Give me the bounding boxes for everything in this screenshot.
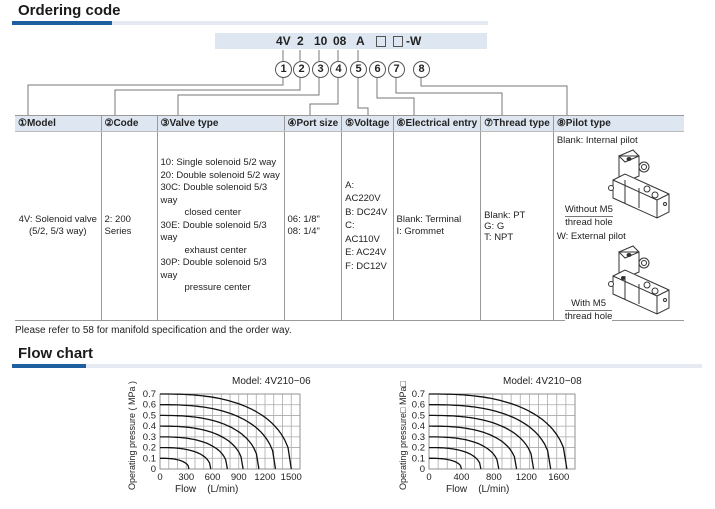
series-line-0.5-MPa xyxy=(160,415,259,469)
code-part-code: 2 xyxy=(297,34,304,48)
series-line-0.7-MPa xyxy=(429,394,567,469)
electrical-option-i: I: Grommet xyxy=(396,226,445,237)
cell-thread-type xyxy=(481,132,554,321)
voltage-option-f: F: DC12V xyxy=(345,260,387,272)
ordering-code-title: Ordering code xyxy=(18,2,121,19)
x-tick-label: 1500 xyxy=(280,472,302,483)
valve-option-30c-sub: closed center xyxy=(184,207,242,219)
manifold-note: Please refer to 58 for manifold specification and the order way. xyxy=(15,325,292,336)
model-line-1: 4V: Solenoid valve xyxy=(18,213,97,225)
chart-2-xlabel: Flow (L/min) xyxy=(446,484,510,495)
y-tick-label: 0.5 xyxy=(142,410,156,422)
flow-chart-divider xyxy=(12,364,702,368)
series-line-0.6-MPa xyxy=(429,405,551,469)
y-tick-label: 0.1 xyxy=(411,453,425,465)
x-tick-label: 1600 xyxy=(548,472,570,483)
marker-1: 1 xyxy=(275,61,292,78)
valve-option-30p-sub: pressure center xyxy=(184,282,251,294)
cell-voltage xyxy=(342,132,393,321)
voltage-option-e: E: AC24V xyxy=(345,247,387,259)
series-line-0.7-MPa xyxy=(160,394,291,469)
plot-frame xyxy=(429,394,575,469)
connector-1 xyxy=(28,78,283,115)
chart-1-ylabel: Operating pressure ( MPa ) xyxy=(127,380,137,490)
header-pilot-type: ⑧Pilot type xyxy=(553,116,684,132)
thread-option-t: T: NPT xyxy=(484,231,514,243)
header-code: ②Code xyxy=(101,116,157,132)
y-tick-label: 0.1 xyxy=(142,453,156,465)
marker-2: 2 xyxy=(293,61,310,78)
code-part-valve: 10 xyxy=(314,34,328,48)
header-port-size: ④Port size xyxy=(284,116,342,132)
y-tick-label: 0.2 xyxy=(142,442,156,454)
port-option-06: 06: 1/8" xyxy=(287,213,320,225)
x-tick-label: 600 xyxy=(204,472,221,483)
voltage-option-c: C: AC110V xyxy=(345,220,380,245)
cell-valve-type xyxy=(157,132,284,321)
pilot-internal-label: Blank: Internal pilot xyxy=(556,135,638,146)
connector-7 xyxy=(396,78,502,115)
y-tick-label: 0.6 xyxy=(411,399,425,411)
y-tick-label: 0.6 xyxy=(142,399,156,411)
chart-1-xlabel: Flow (L/min) xyxy=(175,484,239,495)
cell-code: 2: 200 Series xyxy=(101,132,157,321)
voltage-option-a: A: AC220V xyxy=(345,179,381,205)
cell-pilot-type xyxy=(553,132,684,321)
x-tick-label: 0 xyxy=(157,472,163,483)
y-tick-label: 0.3 xyxy=(142,431,156,443)
series-line-0.1-MPa xyxy=(160,458,189,469)
series-line-0.3-MPa xyxy=(160,437,227,469)
y-tick-label: 0.5 xyxy=(411,410,425,422)
chart-2-ylabel: Operating pressure□ MPa□ xyxy=(398,381,408,490)
header-electrical-entry: ⑥Electrical entry xyxy=(393,116,481,132)
x-tick-label: 0 xyxy=(426,472,432,483)
valve-option-30c: 30C: Double solenoid 5/3 way xyxy=(160,182,268,206)
cell-electrical-entry xyxy=(393,132,481,321)
code-part-pilot: -W xyxy=(406,34,422,48)
ordering-spec-table xyxy=(15,115,684,321)
y-tick-label: 0 xyxy=(150,464,156,475)
connector-5 xyxy=(358,78,368,115)
series-line-0.3-MPa xyxy=(429,437,499,469)
y-tick-label: 0.3 xyxy=(411,431,425,443)
x-tick-label: 400 xyxy=(453,472,470,483)
series-line-0.4-MPa xyxy=(429,426,517,469)
pilot-internal-note: Without M5 thread hole xyxy=(564,204,613,228)
thread-option-blank: Blank: PT xyxy=(484,209,526,221)
y-tick-label: 0.4 xyxy=(411,421,425,433)
header-voltage: ⑤Voltage xyxy=(342,116,393,132)
cell-model xyxy=(15,132,101,321)
header-thread-type: ⑦Thread type xyxy=(481,116,554,132)
valve-option-30e: 30E: Double solenoid 5/3 way xyxy=(160,219,267,244)
series-line-0.4-MPa xyxy=(160,426,243,469)
y-tick-label: 0.2 xyxy=(411,442,425,454)
port-option-08: 08: 1/4" xyxy=(287,226,320,237)
code-part-model: 4V xyxy=(276,34,291,48)
x-tick-label: 300 xyxy=(178,472,195,483)
table-header-row xyxy=(15,116,684,132)
code-part-port: 08 xyxy=(333,34,347,48)
flow-chart-title: Flow chart xyxy=(18,345,94,362)
connector-8 xyxy=(421,78,567,115)
voltage-option-b: B: DC24V xyxy=(345,206,388,218)
thread-option-g: G: G xyxy=(484,220,505,232)
header-model: ①Model xyxy=(15,116,101,132)
electrical-option-blank: Blank: Terminal xyxy=(396,213,462,225)
x-tick-label: 1200 xyxy=(515,472,537,483)
series-line-0.2-MPa xyxy=(160,448,211,469)
model-line-2: (5/2, 5/3 way) xyxy=(28,226,87,237)
x-tick-label: 900 xyxy=(230,472,247,483)
marker-5: 5 xyxy=(350,61,367,78)
marker-6: 6 xyxy=(369,61,386,78)
y-tick-label: 0.7 xyxy=(411,389,425,400)
connector-2 xyxy=(115,78,300,115)
connector-lines xyxy=(0,0,715,120)
cell-port-size xyxy=(284,132,342,321)
series-line-0.2-MPa xyxy=(429,448,481,469)
valve-option-10: 10: Single solenoid 5/2 way xyxy=(160,157,277,169)
x-tick-label: 1200 xyxy=(254,472,276,483)
valve-option-20: 20: Double solenoid 5/2 way xyxy=(160,169,280,181)
header-valve-type: ③Valve type xyxy=(157,116,284,132)
series-line-0.5-MPa xyxy=(429,415,534,469)
marker-7: 7 xyxy=(388,61,405,78)
valve-option-30e-sub: exhaust center xyxy=(184,244,247,256)
x-tick-label: 800 xyxy=(485,472,502,483)
plot-frame xyxy=(160,394,300,469)
y-tick-label: 0 xyxy=(419,464,425,475)
series-line-0.6-MPa xyxy=(160,405,276,469)
chart-2-title: Model: 4V210−08 xyxy=(503,376,582,387)
marker-4: 4 xyxy=(330,61,347,78)
valve-option-30p: 30P: Double solenoid 5/3 way xyxy=(160,257,267,281)
connector-4 xyxy=(310,78,338,115)
pilot-external-label: W: External pilot xyxy=(556,231,626,242)
marker-3: 3 xyxy=(312,61,329,78)
y-tick-label: 0.7 xyxy=(142,389,156,400)
marker-8: 8 xyxy=(413,61,430,78)
pilot-external-note: With M5 thread hole xyxy=(564,298,613,322)
code-part-voltage: A xyxy=(356,34,365,48)
series-line-0.1-MPa xyxy=(429,458,461,469)
connector-3 xyxy=(178,78,319,115)
table-row xyxy=(15,132,684,321)
chart-1-title: Model: 4V210−06 xyxy=(232,376,311,387)
y-tick-label: 0.4 xyxy=(142,421,156,433)
